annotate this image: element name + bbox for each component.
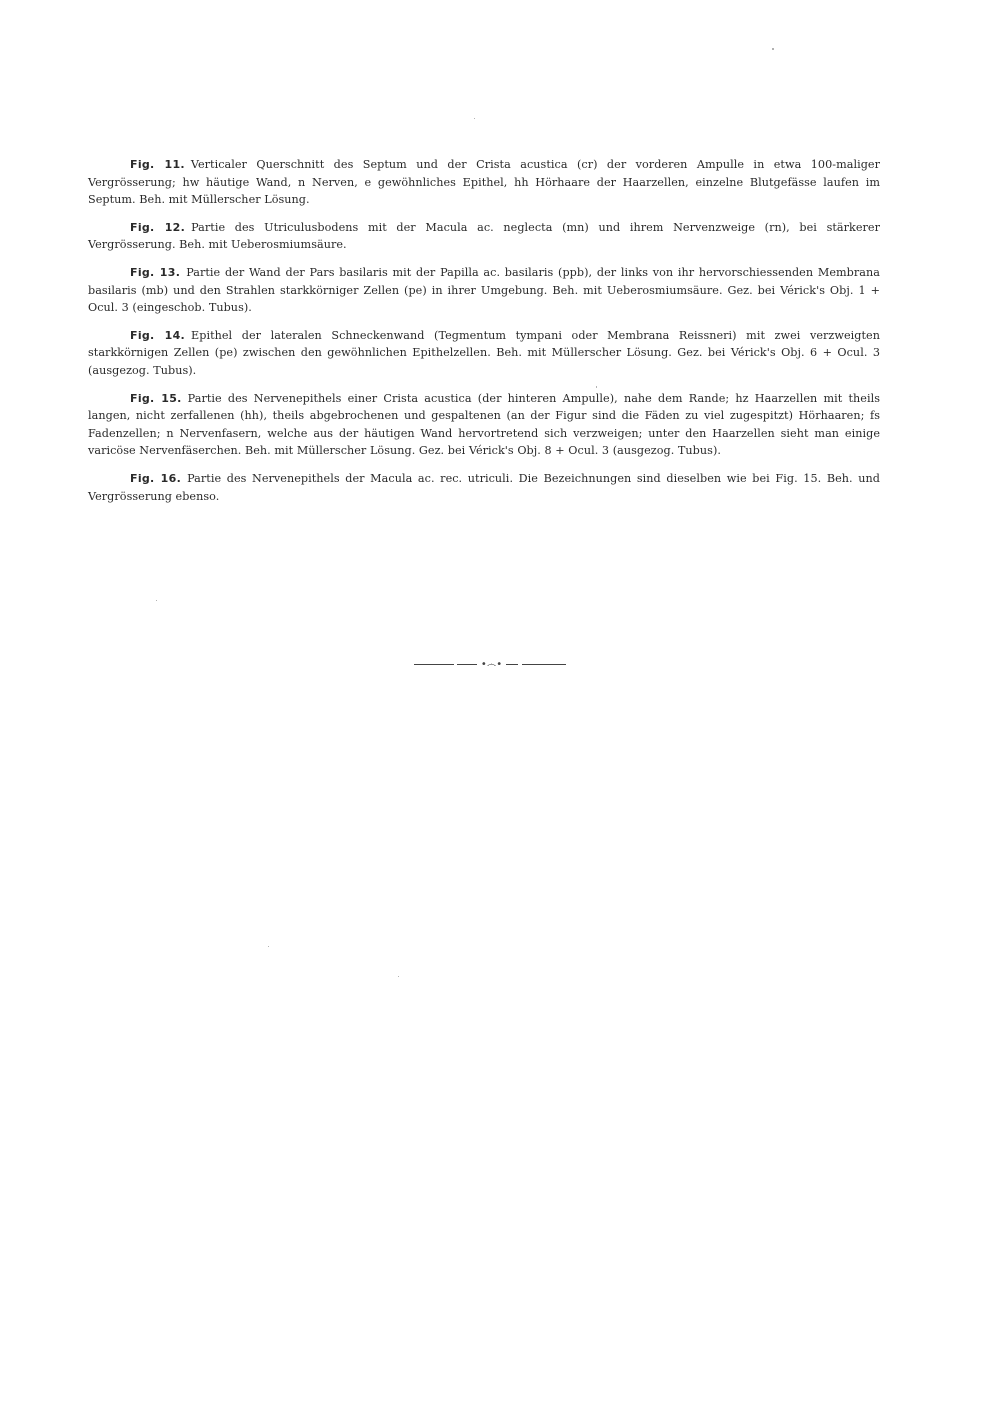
ornament-line-right-inner — [506, 664, 518, 665]
figure-captions — [88, 156, 880, 515]
caption-fig-16 — [88, 470, 880, 505]
scan-speck — [596, 386, 597, 388]
caption-fig-11 — [88, 156, 880, 209]
caption-label: Fig. 13. — [130, 265, 181, 279]
scan-speck — [398, 976, 399, 977]
caption-fig-15 — [88, 390, 880, 460]
caption-text: Verticaler Querschnitt des Septum und der Crista acustica (cr) der vorderen Ampulle in etwa 100-maliger Vergrösserung; hw häutige Wand, n Nerven, e gewöhnliches Epithel, hh Hörhaare der Haarzellen, einzelne Blutgefässe laufen im Septum. Beh. mit Müllerscher Lösung. — [88, 158, 880, 207]
ornament-center-glyph: •෴• — [480, 658, 503, 670]
caption-fig-13 — [88, 264, 880, 317]
caption-text: Epithel der lateralen Schneckenwand (Tegmentum tympani oder Membrana Reissneri) mit zwei verzweigten starkkörnigen Zellen (pe) zwischen den gewöhnlichen Epithelzellen. Beh. mit Müllerscher Lösung. Gez. bei Vérick's Obj. 6 + Ocul. 3 (ausgezog. Tubus). — [88, 328, 880, 377]
ornament-line-left-inner — [457, 664, 477, 665]
end-ornament — [412, 656, 568, 672]
caption-text: Partie des Nervenepithels einer Crista acustica (der hinteren Ampulle), nahe dem Rande; hz Haarzellen mit theils langen, nicht zerfallenen (hh), theils abgebrochenen und gespaltenen (an der Figur sind die Fäden zu viel zugespitzt) Hörhaaren; fs Fadenzellen; n Nervenfasern, welche aus der häutigen Wand hervortretend sich verzweigen; unter den Haarzellen sieht man einige varicöse Nervenfäserchen. Beh. mit Müllerscher Lösung. Gez. bei Vérick's Obj. 8 + Ocul. 3 (ausgezog. Tubus). — [88, 391, 880, 458]
scan-speck — [474, 118, 475, 119]
caption-text: Partie des Nervenepithels der Macula ac. rec. utriculi. Die Bezeichnungen sind dieselben wie bei Fig. 15. Beh. und Vergrösserung ebenso. — [88, 471, 880, 503]
caption-fig-14 — [88, 327, 880, 380]
ornament-line-right — [522, 664, 566, 665]
scan-speck — [772, 48, 774, 50]
caption-text: Partie des Utriculusbodens mit der Macula ac. neglecta (mn) und ihrem Nervenzweige (rn), bei stärkerer Vergrösserung. Beh. mit Ueberosmiumsäure. — [88, 220, 880, 252]
caption-fig-12 — [88, 219, 880, 254]
caption-label: Fig. 14. — [130, 328, 186, 342]
scan-speck — [156, 600, 157, 601]
ornament-line-left — [414, 664, 454, 665]
caption-label: Fig. 12. — [130, 220, 186, 234]
caption-label: Fig. 16. — [130, 471, 182, 485]
caption-text: Partie der Wand der Pars basilaris mit der Papilla ac. basilaris (ppb), der links von ihr hervorschiessenden Membrana basilaris (mb) und den Strahlen starkkörniger Zellen (pe) in ihrer Umgebung. Beh. mit Ueberosmiumsäure. Gez. bei Vérick's Obj. 1 + Ocul. 3 (eingeschob. Tubus). — [88, 265, 880, 315]
scan-speck — [268, 946, 269, 947]
caption-label: Fig. 15. — [130, 391, 182, 405]
caption-label: Fig. 11. — [130, 158, 185, 171]
